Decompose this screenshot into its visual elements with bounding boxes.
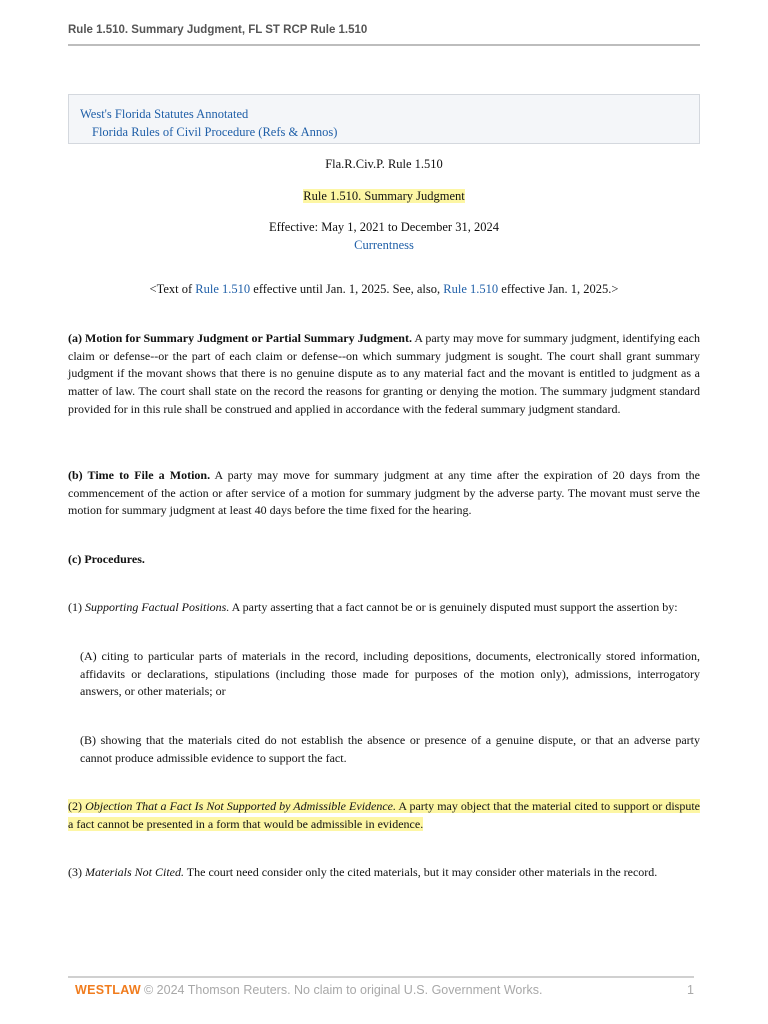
section-c-heading: (c) Procedures. (68, 552, 145, 566)
section-c2-title: Objection That a Fact Is Not Supported by Admissible Evidence. (85, 799, 397, 813)
westlaw-logo: WESTLAW (75, 983, 141, 997)
breadcrumb-item-statutes[interactable]: West's Florida Statutes Annotated (80, 107, 249, 121)
section-c3-number: (3) (68, 865, 85, 879)
rule-title-line (68, 189, 700, 204)
section-c1-b (80, 732, 700, 767)
section-c (68, 551, 700, 569)
document-header-title: Rule 1.510. Summary Judgment, FL ST RCP Rule 1.510 (68, 24, 368, 36)
section-a-heading: (a) Motion for Summary Judgment or Partial Summary Judgment. (68, 331, 412, 345)
version-note (68, 282, 700, 297)
section-c1-text: A party asserting that a fact cannot be or is genuinely disputed must support the assertion by: (229, 600, 678, 614)
section-b-text: A party may move for summary judgment at any time after the expiration of 20 days from the commencement of the action or after service of a motion for summary judgment by the adverse party. The movant must serve the motion for summary judgment at least 40 days before the time fixed for the hearing. (68, 468, 700, 518)
section-b (68, 467, 700, 520)
copyright-notice: © 2024 Thomson Reuters. No claim to original U.S. Government Works. (144, 983, 543, 997)
section-c2-text: A party may object that the material cited to support or dispute a fact cannot be presented in a form that would be admissible in evidence. (68, 799, 700, 831)
section-c1-number: (1) (68, 600, 85, 614)
section-c1-a (80, 648, 700, 701)
breadcrumb-item-rules[interactable]: Florida Rules of Civil Procedure (Refs & Annos) (92, 125, 338, 139)
version-note-middle: effective until Jan. 1, 2025. See, also, (250, 282, 444, 296)
section-c1-b-text: (B) showing that the materials cited do not establish the absence or presence of a genuine dispute, or that an adverse party cannot produce admissible evidence to support the fact. (80, 733, 700, 765)
document-header (68, 24, 700, 46)
section-b-heading: (b) Time to File a Motion. (68, 468, 211, 482)
section-c1-a-text: (A) citing to particular parts of materials in the record, including depositions, documents, electronically stored information, affidavits or declarations, stipulations (including those made for purposes of the motion only), admissions, interrogatory answers, or other materials; or (80, 649, 700, 699)
citation: Fla.R.Civ.P. Rule 1.510 (325, 157, 443, 171)
section-a-text: A party may move for summary judgment, identifying each claim or defense--or the part of each claim or defense--on which summary judgment is sought. The court shall grant summary judgment if the movant shows that there is no genuine dispute as to any material fact and the movant is entitled to judgment as a matter of law. The court shall state on the record the reasons for granting or denying the motion. The summary judgment standard provided for in this rule shall be construed and applied in accordance with the federal summary judgment standard. (68, 331, 701, 416)
section-c3 (68, 864, 700, 882)
section-a (68, 330, 700, 419)
currentness-link[interactable]: Currentness (354, 238, 414, 252)
rule-link-future[interactable]: Rule 1.510 (443, 282, 499, 296)
section-c2 (68, 798, 700, 833)
rule-link-current[interactable]: Rule 1.510 (195, 282, 251, 296)
page-number: 1 (687, 983, 694, 997)
page-footer (68, 976, 694, 1002)
section-c1 (68, 599, 700, 617)
section-c1-title: Supporting Factual Positions. (85, 600, 230, 614)
section-c2-number: (2) (68, 799, 86, 813)
version-note-suffix: effective Jan. 1, 2025.> (498, 282, 619, 296)
section-c3-title: Materials Not Cited. (85, 865, 184, 879)
currentness-line (68, 238, 700, 253)
rule-title: Rule 1.510. Summary Judgment (303, 189, 465, 203)
version-note-prefix: <Text of (149, 282, 196, 296)
section-c3-text: The court need consider only the cited materials, but it may consider other materials in the record. (184, 865, 658, 879)
breadcrumb (68, 94, 700, 144)
effective-date: Effective: May 1, 2021 to December 31, 2024 (269, 220, 499, 234)
